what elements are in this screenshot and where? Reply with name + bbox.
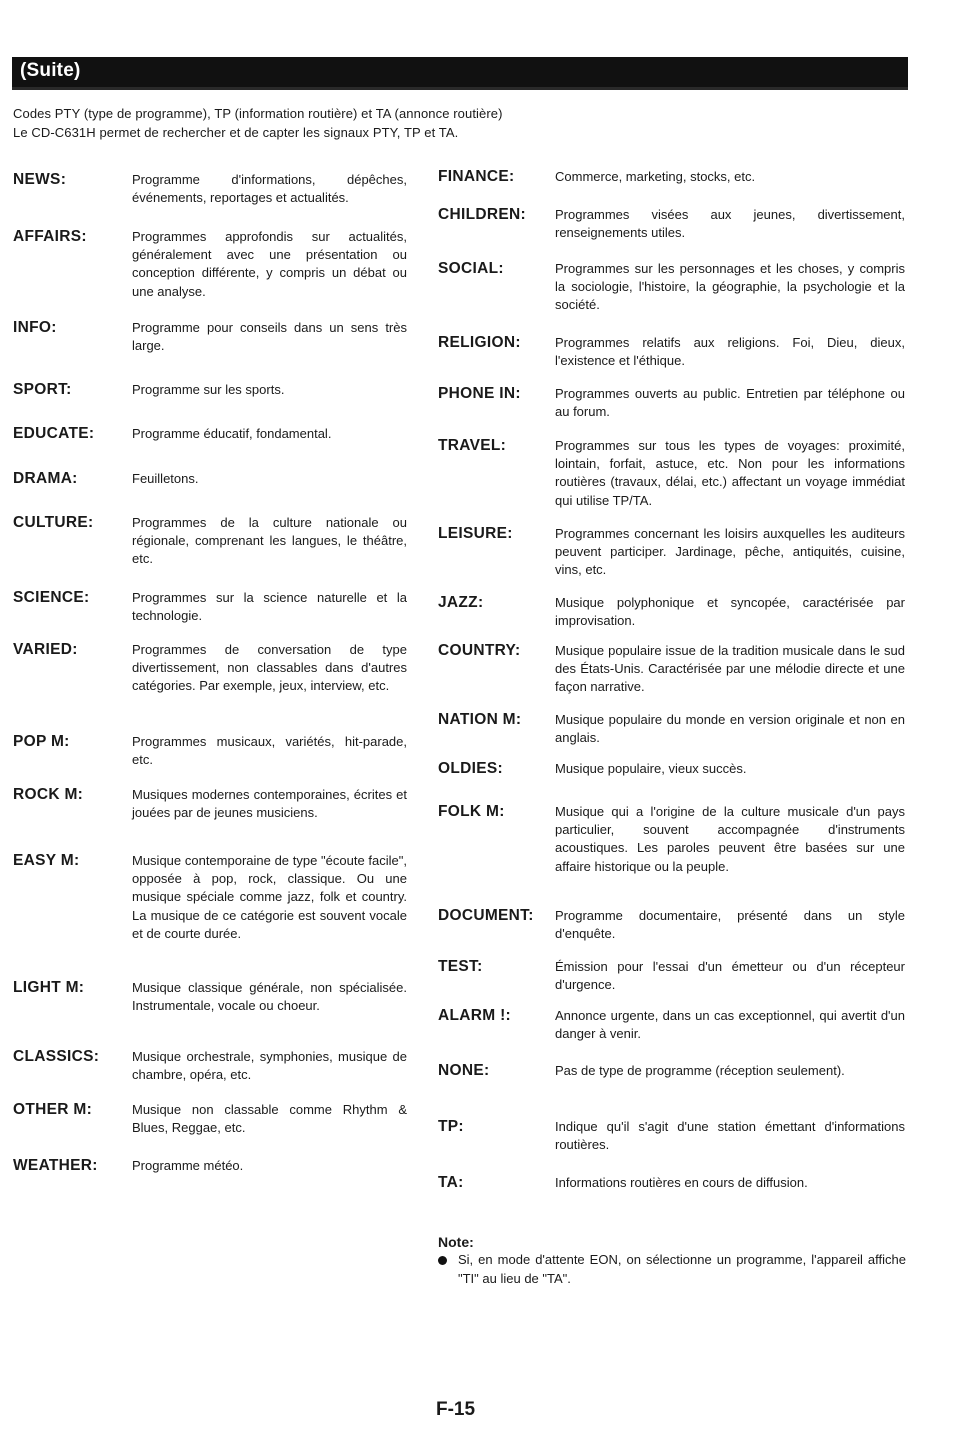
definition-description: Programme éducatif, fondamental.: [132, 426, 332, 441]
section-header-banner: [12, 57, 908, 90]
definition-term: NATION M:: [438, 711, 522, 728]
definition-description: Informations routières en cours de diffusion.: [555, 1175, 808, 1190]
note-block: [438, 1233, 906, 1288]
definition-description: Musique polyphonique et syncopée, caractérisée par improvisation.: [555, 595, 905, 629]
definition-term: CLASSICS:: [13, 1048, 100, 1065]
definition-description: Programme d'informations, dépêches, événements, reportages et actualités.: [132, 172, 407, 206]
definition-term: WEATHER:: [13, 1157, 98, 1174]
definition-term: OTHER M:: [13, 1101, 93, 1118]
definition-description: Musique populaire issue de la tradition musicale dans le sud des États-Unis. Caractérisée par une mélodie directe et une façon narrative.: [555, 643, 905, 695]
definition-description: Musiques modernes contemporaines, écrites et jouées par de jeunes musiciens.: [132, 787, 407, 821]
definition-term: TP:: [438, 1118, 464, 1135]
intro-line: Le CD-C631H permet de rechercher et de capter les signaux PTY, TP et TA.: [13, 125, 459, 140]
definition-description: Annonce urgente, dans un cas exceptionnel, qui avertit d'un danger à venir.: [555, 1008, 905, 1042]
definition-description: Programmes relatifs aux religions. Foi, Dieu, dieux, l'existence et l'éthique.: [555, 335, 905, 369]
definition-description: Programmes concernant les loisirs auxquelles les auditeurs peuvent participer. Jardinage, pêche, antiquités, cuisine, vins, etc.: [555, 526, 905, 578]
definition-description: Commerce, marketing, stocks, etc.: [555, 169, 756, 184]
definition-description: Programmes sur tous les types de voyages: proximité, lointain, forfait, astuce, etc. Non pour les informations routières (travaux, délai, etc.) affectant un voyage immédiat qui utilise TP/TA.: [555, 438, 905, 508]
definition-term: FINANCE:: [438, 168, 515, 185]
definition-term: ROCK M:: [13, 786, 84, 803]
definition-term: EDUCATE:: [13, 425, 95, 442]
definition-term: TA:: [438, 1174, 464, 1191]
page-number: F-15: [436, 1399, 476, 1420]
definition-description: Musique non classable comme Rhythm & Blues, Reggae, etc.: [132, 1102, 407, 1136]
definition-description: Programmes visées aux jeunes, divertissement, renseignements utiles.: [555, 207, 905, 241]
definition-description: Feuilletons.: [132, 471, 199, 486]
definition-description: Programmes sur la science naturelle et la technologie.: [132, 590, 407, 624]
definition-description: Pas de type de programme (réception seulement).: [555, 1063, 845, 1078]
definition-description: Programmes musicaux, variétés, hit-parade, etc.: [132, 734, 407, 768]
definition-term: CHILDREN:: [438, 206, 526, 223]
definition-term: RELIGION:: [438, 334, 521, 351]
definition-description: Musique qui a l'origine de la culture musicale d'un pays particulier, souvent accompagnée d'instruments acoustiques. Les paroles peuvent être basées sur une affaire historique ou la peuple.: [555, 804, 905, 874]
definition-description: Programmes de la culture nationale ou régionale, comprenant les langues, le théâtre, etc.: [132, 515, 407, 567]
definition-term: DRAMA:: [13, 470, 78, 487]
definition-description: Émission pour l'essai d'un émetteur ou d'un récepteur d'urgence.: [555, 959, 905, 993]
intro-line: Codes PTY (type de programme), TP (information routière) et TA (annonce routière): [13, 106, 503, 121]
definition-description: Programme météo.: [132, 1158, 244, 1173]
definition-term: INFO:: [13, 319, 57, 336]
bullet-icon: [438, 1256, 447, 1265]
definition-term: SPORT:: [13, 381, 72, 398]
definition-term: CULTURE:: [13, 514, 94, 531]
note-title: Note:: [438, 1234, 474, 1250]
definition-term: SOCIAL:: [438, 260, 504, 277]
definition-term: TRAVEL:: [438, 437, 507, 454]
definition-description: Programme sur les sports.: [132, 382, 285, 397]
definition-term: TEST:: [438, 958, 483, 975]
definition-term: LEISURE:: [438, 525, 513, 542]
definition-description: Musique populaire du monde en version originale et non en anglais.: [555, 712, 905, 746]
definition-term: POP M:: [13, 733, 70, 750]
definition-term: PHONE IN:: [438, 385, 521, 402]
definition-term: DOCUMENT:: [438, 907, 534, 924]
definition-term: JAZZ:: [438, 594, 484, 611]
note-text: Si, en mode d'attente EON, on sélectionne un programme, l'appareil affiche "TI" au lieu de "TA".: [458, 1252, 906, 1286]
definition-term: AFFAIRS:: [13, 228, 87, 245]
definition-term: NONE:: [438, 1062, 490, 1079]
definition-description: Programme documentaire, présenté dans un style d'enquête.: [555, 908, 905, 942]
definition-description: Musique populaire, vieux succès.: [555, 761, 747, 776]
definition-term: VARIED:: [13, 641, 78, 658]
note-item: [438, 1251, 906, 1288]
definition-term: COUNTRY:: [438, 642, 521, 659]
definition-term: FOLK M:: [438, 803, 505, 820]
definition-term: SCIENCE:: [13, 589, 90, 606]
definition-description: Musique contemporaine de type "écoute facile", opposée à pop, rock, classique. Ou une musique spéciale comme jazz, folk et country. La musique de ce catégorie est souvent vocale et de courte durée.: [132, 853, 407, 941]
definition-term: OLDIES:: [438, 760, 503, 777]
definition-term: ALARM !:: [438, 1007, 511, 1024]
definition-description: Programme pour conseils dans un sens très large.: [132, 320, 407, 354]
definition-description: Programmes de conversation de type divertissement, non classables dans d'autres catégories. Par exemple, jeux, interview, etc.: [132, 642, 407, 694]
definition-description: Programmes sur les personnages et les choses, y compris la sociologie, l'histoire, la géographie, la psychologie et la société.: [555, 261, 905, 313]
definition-term: EASY M:: [13, 852, 80, 869]
definition-description: Programmes approfondis sur actualités, généralement avec une présentation ou conception différente, y compris un débat ou une analyse.: [132, 229, 407, 299]
definition-term: NEWS:: [13, 171, 67, 188]
definition-description: Musique classique générale, non spécialisée. Instrumentale, vocale ou choeur.: [132, 980, 407, 1014]
section-header-label: (Suite): [20, 60, 81, 81]
definition-description: Indique qu'il s'agit d'une station émettant d'informations routières.: [555, 1119, 905, 1153]
definition-term: LIGHT M:: [13, 979, 85, 996]
definition-description: Programmes ouverts au public. Entretien par téléphone ou au forum.: [555, 386, 905, 420]
intro-paragraph: [13, 104, 503, 142]
definition-description: Musique orchestrale, symphonies, musique de chambre, opéra, etc.: [132, 1049, 407, 1083]
